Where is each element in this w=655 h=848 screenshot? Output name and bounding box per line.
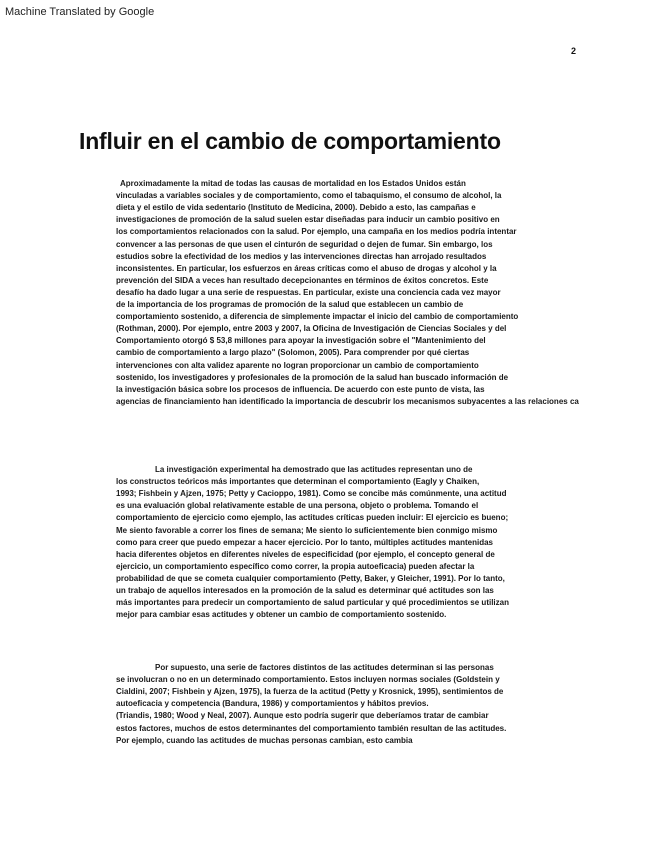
paragraph-line: la investigación básica sobre los procesos de influencia. De acuerdo con este punto de vista, las	[116, 384, 485, 394]
paragraph-line: sostenido, los investigadores y profesionales de la promoción de la salud han buscado información de	[116, 372, 509, 382]
page-title: Influir en el cambio de comportamiento	[79, 128, 501, 154]
paragraph-line: (Triandis, 1980; Wood y Neal, 2007). Aunque esto podría sugerir que deberíamos tratar de cambiar	[116, 711, 489, 721]
paragraph-line: investigaciones de promoción de la salud suelen estar diseñadas para inducir un cambio positivo en	[116, 215, 500, 225]
page-number: 2	[571, 46, 577, 56]
paragraph-line: convencer a las personas de que usen el cinturón de seguridad o dejen de fumar. Sin embargo, los	[116, 239, 493, 249]
paragraph-line: los comportamientos relacionados con la salud. Por ejemplo, una campaña en los medios podría intentar	[116, 227, 517, 237]
paragraph-line: vinculadas a variables sociales y de comportamiento, como el tabaquismo, el consumo de alcohol, la	[116, 191, 502, 201]
paragraph-line: estudios sobre la efectividad de los medios y las intervenciones directas han arrojado resultados	[116, 251, 487, 261]
paragraph-line: Comportamiento otorgó $ 53,8 millones para apoyar la investigación sobre el "Mantenimiento del	[116, 336, 486, 346]
paragraph-line: los constructos teóricos más importantes que determinan el comportamiento (Eagly y Chaiken,	[116, 477, 480, 487]
paragraph-line: Cialdini, 2007; Fishbein y Ajzen, 1975), la fuerza de la actitud (Petty y Krosnick, 1995), sentimientos de	[116, 687, 504, 697]
paragraph-line: dieta y el estilo de vida sedentario (Instituto de Medicina, 2000). Debido a esto, las campañas e	[116, 203, 476, 213]
paragraph-line: La investigación experimental ha demostrado que las actitudes representan uno de	[155, 465, 473, 474]
paragraph-line: Por ejemplo, cuando las actitudes de muchas personas cambian, esto cambia	[116, 735, 413, 745]
paragraph-line: intervenciones con alta validez aparente no logran proporcionar un cambio de comportamiento	[116, 360, 479, 370]
paragraph-line: autoeficacia y competencia (Bandura, 1986) y comportamientos y hábitos previos.	[116, 699, 429, 709]
paragraph-line: ejercicio, un comportamiento específico como correr, la propia autoeficacia) pueden afectar la	[116, 561, 475, 571]
paragraph-line: Aproximadamente la mitad de todas las causas de mortalidad en los Estados Unidos están	[120, 179, 466, 188]
paragraph-line: de la importancia de los programas de promoción de la salud que establecen un cambio de	[116, 300, 464, 309]
paragraph-line: prevención del SIDA a veces han resultado decepcionantes en términos de éxitos concretos. Este	[116, 275, 489, 285]
paragraph-line: Me siento favorable a correr los fines de semana; Me siento lo suficientemente bien conmigo mismo	[116, 525, 498, 535]
paragraph-line: más importantes para predecir un comportamiento de salud particular y qué procedimientos se utilizan	[116, 598, 509, 608]
paragraph-line: un trabajo de aquellos interesados en la promoción de la salud es determinar qué actitudes son las	[116, 586, 494, 595]
paragraph-line: mejor para cambiar esas actitudes y obtener un cambio de comportamiento sostenido.	[116, 610, 447, 620]
paragraph-line: inconsistentes. En particular, los esfuerzos en áreas críticas como el abuso de drogas y alcohol y la	[116, 263, 497, 273]
paragraph-line: Por supuesto, una serie de factores distintos de las actitudes determinan si las personas	[155, 663, 494, 672]
paragraph-line: cambio de comportamiento a largo plazo" (Solomon, 2005). Para comprender por qué ciertas	[116, 348, 470, 358]
machine-translation-banner: Machine Translated by Google	[5, 6, 155, 18]
paragraph-line: como para creer que puedo empezar a hacer ejercicio. Por lo tanto, múltiples actitudes mantenidas	[116, 537, 494, 547]
paragraph-line: agencias de financiamiento han identificado la importancia de descubrir los mecanismos subyacentes a las relaciones ca	[116, 396, 579, 406]
paragraph-line: hacia diferentes objetos en diferentes niveles de especificidad (por ejemplo, el concepto general de	[116, 549, 495, 559]
paragraph-line: probabilidad de que se cometa cualquier comportamiento (Petty, Baker, y Gleicher, 1991). Por lo tanto,	[116, 573, 505, 583]
paragraph-line: comportamiento de ejercicio como ejemplo, las actitudes críticas pueden incluir: El ejercicio es bueno;	[116, 513, 509, 523]
paragraph-line: comportamiento sostenido, a diferencia de simplemente impactar el inicio del cambio de comportamiento	[116, 312, 519, 322]
paragraph-line: (Rothman, 2000). Por ejemplo, entre 2003 y 2007, la Oficina de Investigación de Ciencias Sociales y del	[116, 324, 507, 334]
paragraph-line: es una evaluación global relativamente estable de una persona, objeto o problema. Tomando el	[116, 501, 479, 511]
paragraph-line: estos factores, muchos de estos determinantes del comportamiento también resultan de las actitudes.	[116, 723, 507, 733]
paragraph-line: se involucran o no en un determinado comportamiento. Estos incluyen normas sociales (Goldstein y	[116, 675, 500, 685]
paragraph-line: desafío ha dado lugar a una serie de respuestas. En particular, existe una conciencia cada vez mayor	[116, 287, 501, 297]
paragraph-line: 1993; Fishbein y Ajzen, 1975; Petty y Cacioppo, 1981). Como se concibe más comúnmente, una actitud	[116, 489, 507, 499]
